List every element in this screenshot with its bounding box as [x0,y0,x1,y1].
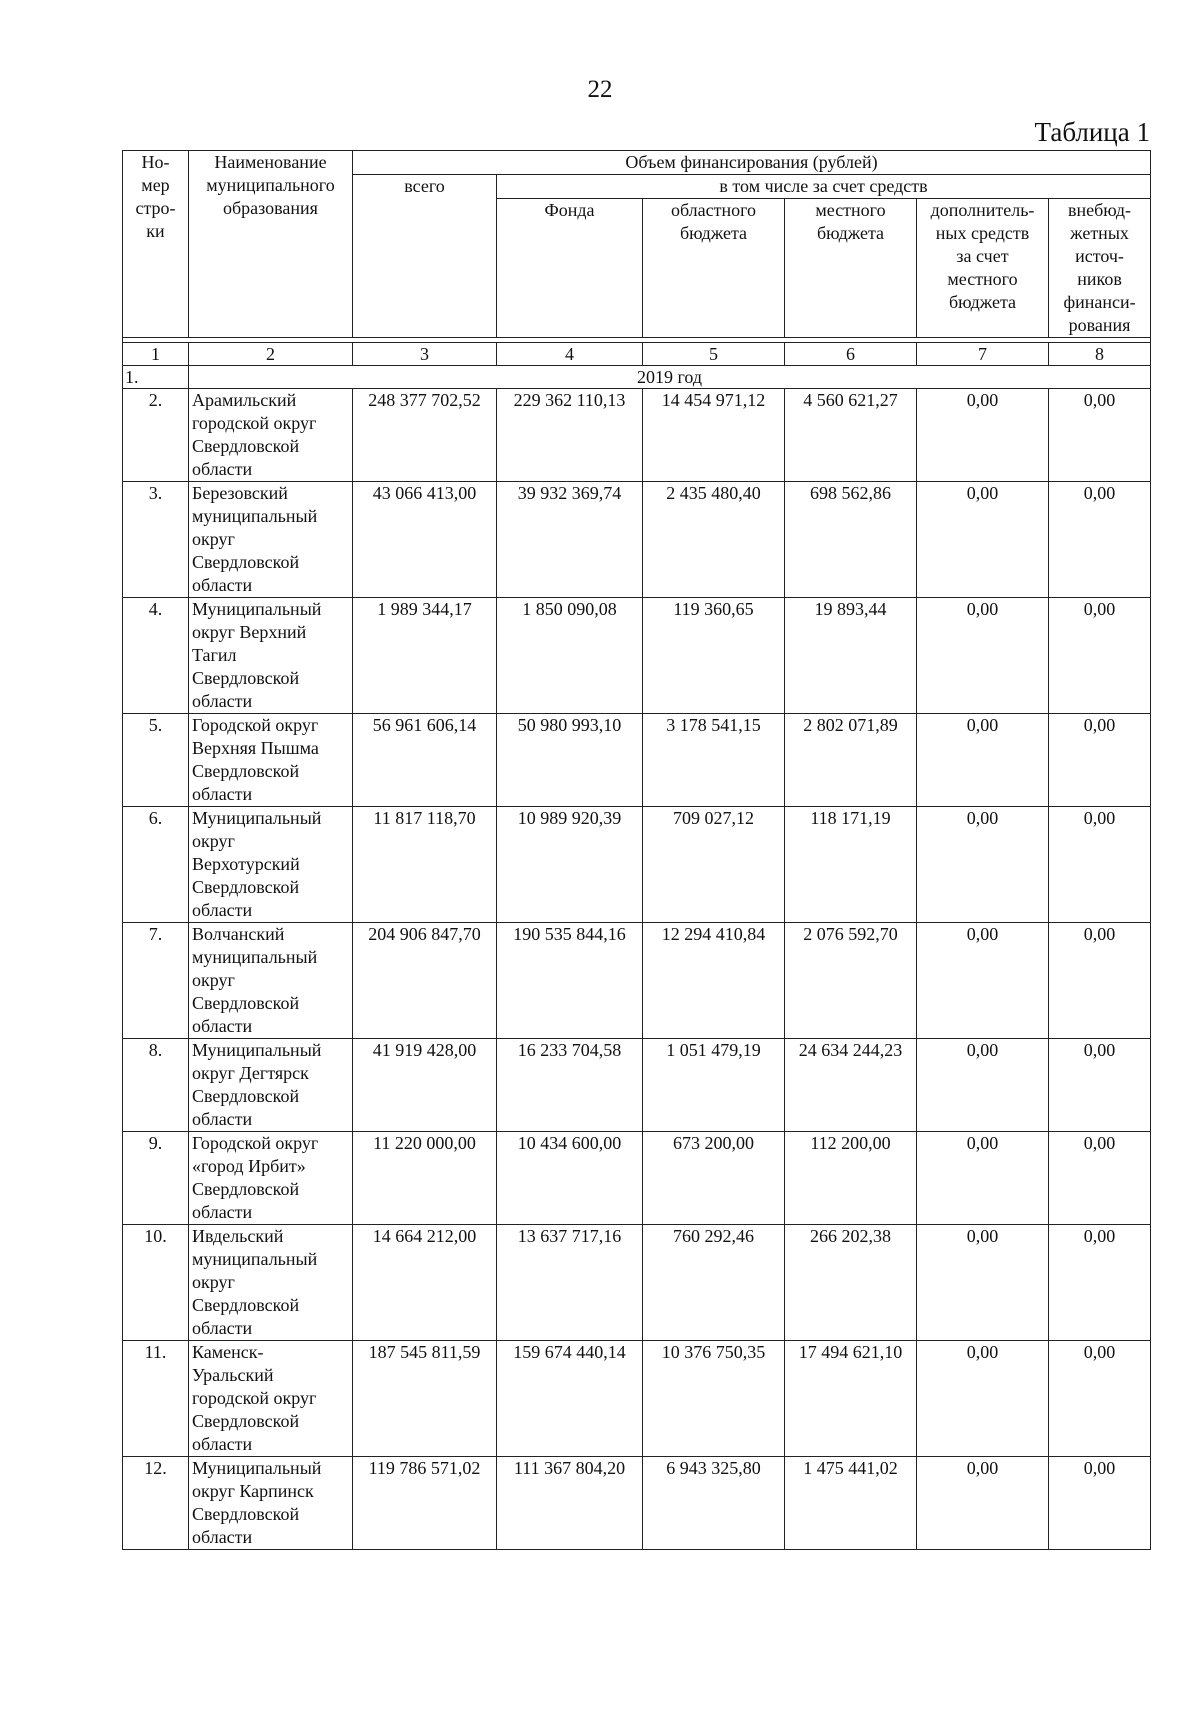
cell-local: 1 475 441,02 [785,1457,917,1550]
column-number: 7 [917,343,1049,366]
cell-offbudget: 0,00 [1049,1341,1151,1457]
cell-additional: 0,00 [917,482,1049,598]
cell-local: 2 802 071,89 [785,714,917,807]
column-number: 3 [353,343,497,366]
cell-regional: 10 376 750,35 [643,1341,785,1457]
cell-idx: 3. [123,482,189,598]
header-including: в том числе за счет средств [497,175,1151,199]
cell-idx: 12. [123,1457,189,1550]
cell-local: 118 171,19 [785,807,917,923]
cell-name: Муниципальный округ Карпинск Свердловской области [189,1457,353,1550]
cell-fund: 190 535 844,16 [497,923,643,1039]
cell-idx: 5. [123,714,189,807]
header-municipality: Наименование муниципального образования [189,151,353,338]
table-row [123,1457,1151,1550]
header-regional: областного бюджета [643,199,785,338]
financing-table [122,150,1151,1550]
cell-additional: 0,00 [917,1341,1049,1457]
year-row-label: 2019 год [189,366,1151,389]
cell-local: 112 200,00 [785,1132,917,1225]
cell-total: 11 817 118,70 [353,807,497,923]
header-additional: дополнитель- ных средств за счет местного бюджета [917,199,1049,338]
cell-total: 14 664 212,00 [353,1225,497,1341]
cell-fund: 39 932 369,74 [497,482,643,598]
cell-idx: 4. [123,598,189,714]
table-row [123,807,1151,923]
cell-idx: 9. [123,1132,189,1225]
cell-idx: 6. [123,807,189,923]
cell-local: 2 076 592,70 [785,923,917,1039]
cell-regional: 12 294 410,84 [643,923,785,1039]
cell-idx: 11. [123,1341,189,1457]
cell-regional: 14 454 971,12 [643,389,785,482]
cell-local: 698 562,86 [785,482,917,598]
cell-additional: 0,00 [917,1457,1049,1550]
cell-regional: 760 292,46 [643,1225,785,1341]
cell-name: Арамильский городской округ Свердловской области [189,389,353,482]
cell-offbudget: 0,00 [1049,1039,1151,1132]
cell-offbudget: 0,00 [1049,807,1151,923]
cell-offbudget: 0,00 [1049,1225,1151,1341]
cell-additional: 0,00 [917,714,1049,807]
table-row [123,714,1151,807]
cell-idx: 2. [123,389,189,482]
cell-offbudget: 0,00 [1049,923,1151,1039]
cell-fund: 50 980 993,10 [497,714,643,807]
column-number: 2 [189,343,353,366]
cell-name: Каменск- Уральский городской округ Свердловской области [189,1341,353,1457]
cell-fund: 159 674 440,14 [497,1341,643,1457]
header-total: всего [353,175,497,338]
cell-idx: 8. [123,1039,189,1132]
cell-offbudget: 0,00 [1049,482,1151,598]
header-offbudget: внебюд- жетных источ- ников финанси- рования [1049,199,1151,338]
cell-offbudget: 0,00 [1049,1457,1151,1550]
cell-local: 4 560 621,27 [785,389,917,482]
cell-total: 11 220 000,00 [353,1132,497,1225]
cell-total: 1 989 344,17 [353,598,497,714]
cell-local: 17 494 621,10 [785,1341,917,1457]
cell-local: 266 202,38 [785,1225,917,1341]
cell-regional: 3 178 541,15 [643,714,785,807]
cell-idx: 7. [123,923,189,1039]
table-row [123,1225,1151,1341]
column-number: 5 [643,343,785,366]
cell-fund: 111 367 804,20 [497,1457,643,1550]
table-row [123,1132,1151,1225]
cell-fund: 10 989 920,39 [497,807,643,923]
cell-regional: 673 200,00 [643,1132,785,1225]
page-number: 22 [587,76,613,103]
cell-regional: 2 435 480,40 [643,482,785,598]
table-caption: Таблица 1 [1034,117,1150,147]
cell-regional: 6 943 325,80 [643,1457,785,1550]
cell-idx: 10. [123,1225,189,1341]
cell-local: 24 634 244,23 [785,1039,917,1132]
cell-additional: 0,00 [917,1225,1049,1341]
column-number: 4 [497,343,643,366]
cell-additional: 0,00 [917,923,1049,1039]
cell-name: Муниципальный округ Верхний Тагил Свердловской области [189,598,353,714]
cell-fund: 229 362 110,13 [497,389,643,482]
table-row [123,1341,1151,1457]
column-number: 1 [123,343,189,366]
cell-regional: 119 360,65 [643,598,785,714]
table-row [123,389,1151,482]
cell-offbudget: 0,00 [1049,598,1151,714]
cell-total: 187 545 811,59 [353,1341,497,1457]
cell-name: Муниципальный округ Дегтярск Свердловской области [189,1039,353,1132]
header-fund: Фонда [497,199,643,338]
cell-total: 43 066 413,00 [353,482,497,598]
cell-additional: 0,00 [917,389,1049,482]
year-row-index: 1. [123,366,189,389]
column-number: 6 [785,343,917,366]
cell-fund: 13 637 717,16 [497,1225,643,1341]
cell-additional: 0,00 [917,1039,1049,1132]
cell-regional: 1 051 479,19 [643,1039,785,1132]
cell-name: Городской округ Верхняя Пышма Свердловской области [189,714,353,807]
cell-fund: 10 434 600,00 [497,1132,643,1225]
column-numbers-row [123,343,1151,366]
cell-fund: 16 233 704,58 [497,1039,643,1132]
cell-total: 119 786 571,02 [353,1457,497,1550]
cell-total: 41 919 428,00 [353,1039,497,1132]
cell-offbudget: 0,00 [1049,714,1151,807]
header-row-number: Но- мер стро- ки [123,151,189,338]
cell-additional: 0,00 [917,807,1049,923]
column-number: 8 [1049,343,1151,366]
cell-name: Волчанский муниципальный округ Свердловской области [189,923,353,1039]
cell-local: 19 893,44 [785,598,917,714]
cell-name: Ивдельский муниципальный округ Свердловской области [189,1225,353,1341]
cell-additional: 0,00 [917,1132,1049,1225]
cell-additional: 0,00 [917,598,1049,714]
table-row [123,482,1151,598]
header-local: местного бюджета [785,199,917,338]
cell-regional: 709 027,12 [643,807,785,923]
cell-total: 248 377 702,52 [353,389,497,482]
cell-fund: 1 850 090,08 [497,598,643,714]
cell-total: 56 961 606,14 [353,714,497,807]
cell-name: Муниципальный округ Верхотурский Свердловской области [189,807,353,923]
cell-total: 204 906 847,70 [353,923,497,1039]
cell-name: Березовский муниципальный округ Свердловской области [189,482,353,598]
cell-name: Городской округ «город Ирбит» Свердловской области [189,1132,353,1225]
cell-offbudget: 0,00 [1049,1132,1151,1225]
cell-offbudget: 0,00 [1049,389,1151,482]
table-row [123,598,1151,714]
header-volume: Объем финансирования (рублей) [353,151,1151,175]
table-row [123,1039,1151,1132]
year-row [123,366,1151,389]
table-row [123,923,1151,1039]
